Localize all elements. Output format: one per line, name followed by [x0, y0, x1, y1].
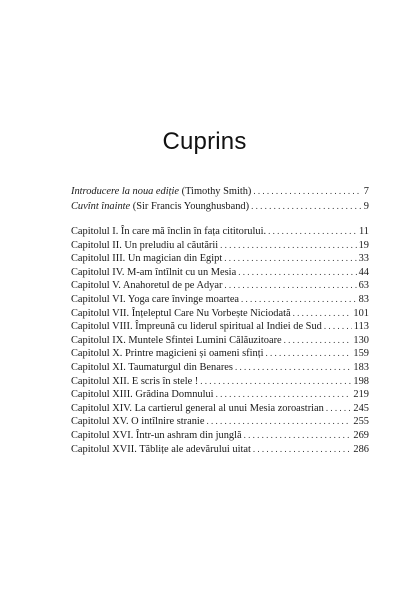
toc-entry-page: 83: [358, 293, 369, 305]
dot-leader: [220, 239, 356, 252]
toc-entry-page: 183: [353, 361, 369, 373]
toc-entry: [71, 415, 369, 429]
toc-entry-title: Capitolul IX. Muntele Sfintei Lumini Călăuzitoare: [71, 334, 282, 346]
toc-entry-page: 130: [353, 334, 369, 346]
dot-leader: [244, 429, 352, 442]
dot-leader: [206, 415, 351, 428]
dot-leader: [326, 402, 352, 415]
toc-entry-title: [71, 185, 251, 198]
toc-entry-title: Capitolul X. Printre magicieni și oameni sfinți: [71, 348, 264, 360]
toc-entry-title: Capitolul VI. Yoga care învinge moartea: [71, 293, 240, 305]
toc-entry-title: Capitolul XIII. Grădina Domnului: [71, 389, 214, 401]
toc-entry-page: 286: [353, 443, 369, 455]
toc-entry: [71, 279, 369, 293]
toc-entry-title-author: (Sir Francis Younghusband): [130, 201, 250, 212]
dot-leader: [284, 334, 352, 347]
toc-entry-title: Capitolul IV. M-am întîlnit cu un Mesia: [71, 266, 237, 278]
toc-entry-title: Capitolul I. În care mă înclin în fața cititorului.: [71, 226, 267, 237]
toc-entry-page: 11: [358, 226, 369, 237]
toc-entry-page: 101: [353, 307, 369, 319]
toc-entry: [71, 293, 369, 307]
toc-entry-title: Capitolul XI. Taumaturgul din Benares: [71, 361, 233, 373]
toc-entry-title: Capitolul VII. Înțeleptul Care Nu Vorbește Niciodată: [71, 307, 291, 319]
chapter-list: [71, 225, 369, 456]
dot-leader: [241, 293, 357, 306]
dot-leader: [268, 225, 357, 238]
toc-entry: [71, 443, 369, 457]
toc-entry: [71, 307, 369, 321]
toc-entry-title: Capitolul XIV. La cartierul general al unui Mesia zoroastrian: [71, 402, 324, 414]
toc-entry: [71, 388, 369, 402]
dot-leader: [253, 443, 352, 456]
toc-entry-page: 219: [353, 389, 369, 401]
toc-entry: [71, 266, 369, 280]
toc-entry: [71, 334, 369, 348]
toc-entry-title: Capitolul VIII. Împreună cu liderul spiritual al Indiei de Sud: [71, 321, 322, 333]
toc-entry-page: 269: [353, 429, 369, 441]
toc-entry-page: 33: [358, 253, 369, 265]
toc-entry: [71, 402, 369, 416]
toc-entry-page: 198: [353, 375, 369, 387]
toc-entry: [71, 225, 369, 239]
toc-entry-title-italic: Introducere la noua ediție: [71, 186, 180, 197]
dot-leader: [216, 388, 352, 401]
toc-entry-title: Capitolul V. Anahoretul de pe Adyar: [71, 280, 223, 292]
toc-entry-page: 159: [353, 348, 369, 360]
dot-leader: [253, 185, 361, 198]
toc-entry: [71, 320, 369, 334]
front-matter-list: [71, 185, 369, 215]
toc-entry-title: Capitolul XVII. Tăblițe ale adevărului uitat: [71, 443, 251, 455]
dot-leader: [238, 266, 356, 279]
toc-entry: [71, 361, 369, 375]
dot-leader: [200, 375, 351, 388]
toc-entry-title: Capitolul III. Un magician din Egipt: [71, 253, 223, 265]
toc-entry-page: 255: [353, 416, 369, 428]
toc-entry: [71, 375, 369, 389]
toc-entry-page: 63: [358, 280, 369, 292]
dot-leader: [224, 279, 356, 292]
toc-entry: [71, 185, 369, 200]
toc-entry: [71, 252, 369, 266]
toc-entry-page: 245: [353, 402, 369, 414]
toc-entry-page: 7: [363, 186, 369, 197]
toc-entry-title-italic: Cuvînt înainte: [71, 201, 131, 212]
dot-leader: [266, 347, 352, 360]
dot-leader: [224, 252, 356, 265]
page-title: Cuprins: [162, 128, 247, 155]
toc-entry-title: Capitolul II. Un preludiu al căutării: [71, 239, 219, 251]
toc-entry-title: Capitolul XV. O intîlnire stranie: [71, 416, 205, 428]
dot-leader: [235, 361, 351, 374]
toc-entry-page: 44: [358, 266, 369, 278]
dot-leader: [251, 200, 362, 213]
toc-entry-title-author: (Timothy Smith): [179, 186, 252, 197]
toc-entry-page: 113: [353, 321, 369, 333]
toc-entry: [71, 347, 369, 361]
dot-leader: [324, 320, 352, 333]
toc-entry-page: 19: [358, 239, 369, 251]
dot-leader: [293, 307, 352, 320]
toc-entry-page: 9: [363, 201, 369, 212]
toc-entry: [71, 239, 369, 253]
toc-entry-title: Capitolul XII. E scris în stele !: [71, 375, 199, 387]
toc-entry: [71, 429, 369, 443]
toc-entry: [71, 200, 369, 215]
toc-entry-title: [71, 200, 249, 213]
toc-entry-title: Capitolul XVI. Într-un ashram din junglă: [71, 429, 242, 441]
